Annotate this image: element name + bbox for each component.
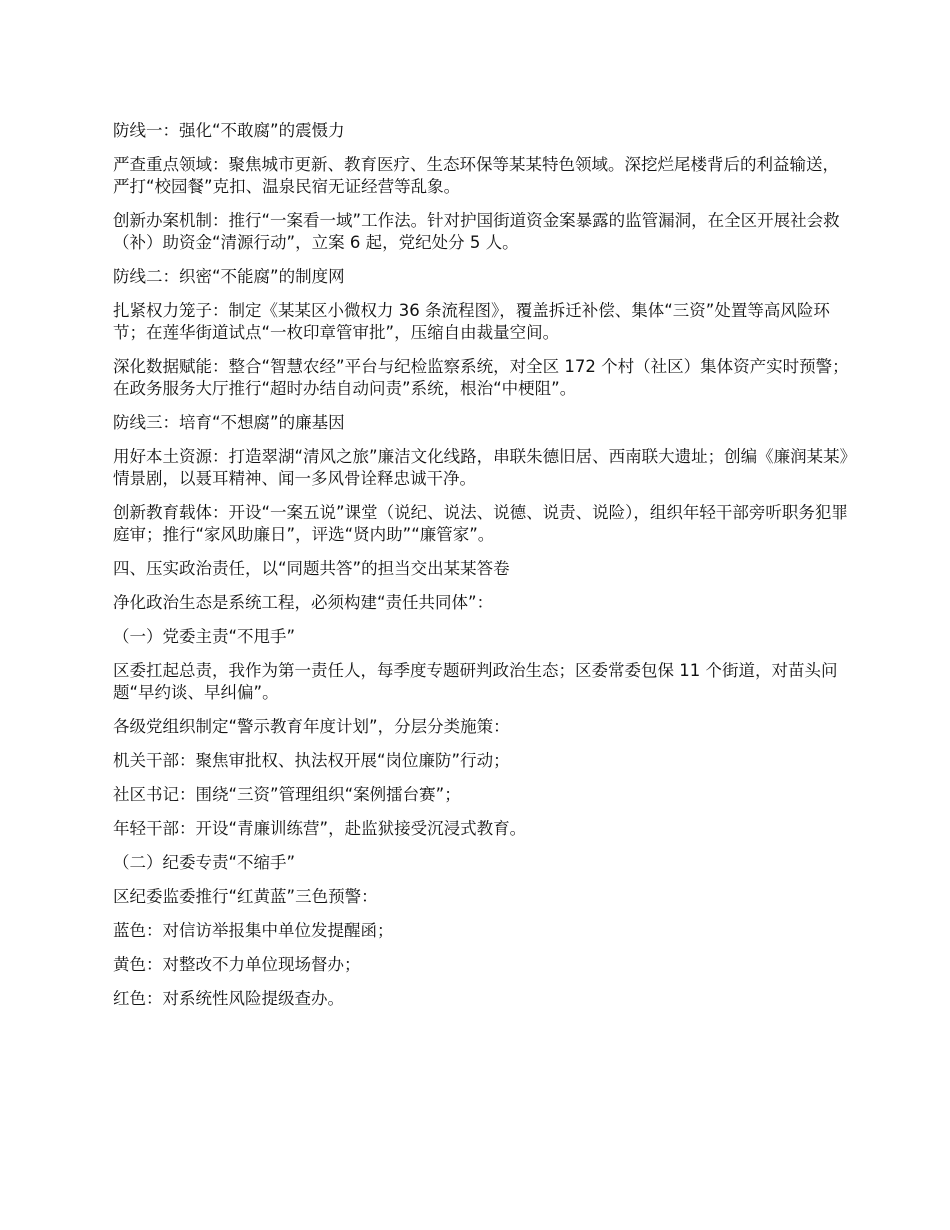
list-item: 红色：对系统性风险提级查办。 bbox=[113, 989, 344, 1008]
list-item: 社区书记：围绕“三资”管理组织“案例擂台赛”； bbox=[113, 785, 461, 804]
paragraph: 严查重点领域：聚焦城市更新、教育医疗、生态环保等某某特色领域。深挖烂尾楼背后的利益输送，严打“校园餐”克扣、温泉民宿无证经营等乱象。 bbox=[113, 155, 839, 196]
paragraph: 创新教育载体：开设“一案五说”课堂（说纪、说法、说德、说责、说险），组织年轻干部旁听职务犯罪庭审；推行“家风助廉日”，评选“贤内助”“廉管家”。 bbox=[113, 503, 848, 544]
list-item: 黄色：对整改不力单位现场督办； bbox=[113, 955, 361, 974]
document-body bbox=[113, 120, 853, 1022]
paragraph: 扎紧权力笼子：制定《某某区小微权力 36 条流程图》，覆盖拆迁补偿、集体“三资”处置等高风险环节；在莲华街道试点“一枚印章管审批”，压缩自由裁量空间。 bbox=[113, 301, 830, 342]
section-heading-defense-3: 防线三：培育“不想腐”的廉基因 bbox=[113, 413, 345, 432]
paragraph: 区纪委监委推行“红黄蓝”三色预警： bbox=[113, 887, 378, 906]
paragraph: 深化数据赋能：整合“智慧农经”平台与纪检监察系统，对全区 172 个村（社区）集体资产实时预警；在政务服务大厅推行“超时办结自动问责”系统，根治“中梗阻”。 bbox=[113, 357, 849, 398]
paragraph: 创新办案机制：推行“一案看一域”工作法。针对护国街道资金案暴露的监管漏洞，在全区开展社会救（补）助资金“清源行动”，立案 6 起，党纪处分 5 人。 bbox=[113, 211, 840, 252]
section-heading-defense-1: 防线一：强化“不敢腐”的震慑力 bbox=[113, 121, 345, 140]
paragraph: 区委扛起总责，我作为第一责任人，每季度专题研判政治生态；区委常委包保 11 个街道，对苗头问题“早约谈、早纠偏”。 bbox=[113, 661, 838, 702]
paragraph: 净化政治生态是系统工程，必须构建“责任共同体”： bbox=[113, 593, 494, 612]
list-item: 年轻干部：开设“青廉训练营”，赴监狱接受沉浸式教育。 bbox=[113, 819, 527, 838]
list-item: 蓝色：对信访举报集中单位发提醒函； bbox=[113, 921, 394, 940]
section-heading-part-4: 四、压实政治责任，以“同题共答”的担当交出某某答卷 bbox=[113, 559, 510, 578]
paragraph: 用好本土资源：打造翠湖“清风之旅”廉洁文化线路，串联朱德旧居、西南联大遗址；创编《廉润某某》情景剧，以聂耳精神、闻一多风骨诠释忠诚干净。 bbox=[113, 447, 848, 488]
subsection-heading-2: （二）纪委专责“不缩手” bbox=[113, 853, 296, 872]
subsection-heading-1: （一）党委主责“不甩手” bbox=[113, 627, 296, 646]
list-item: 机关干部：聚焦审批权、执法权开展“岗位廉防”行动； bbox=[113, 751, 510, 770]
section-heading-defense-2: 防线二：织密“不能腐”的制度网 bbox=[113, 267, 345, 286]
paragraph: 各级党组织制定“警示教育年度计划”，分层分类施策： bbox=[113, 717, 510, 736]
